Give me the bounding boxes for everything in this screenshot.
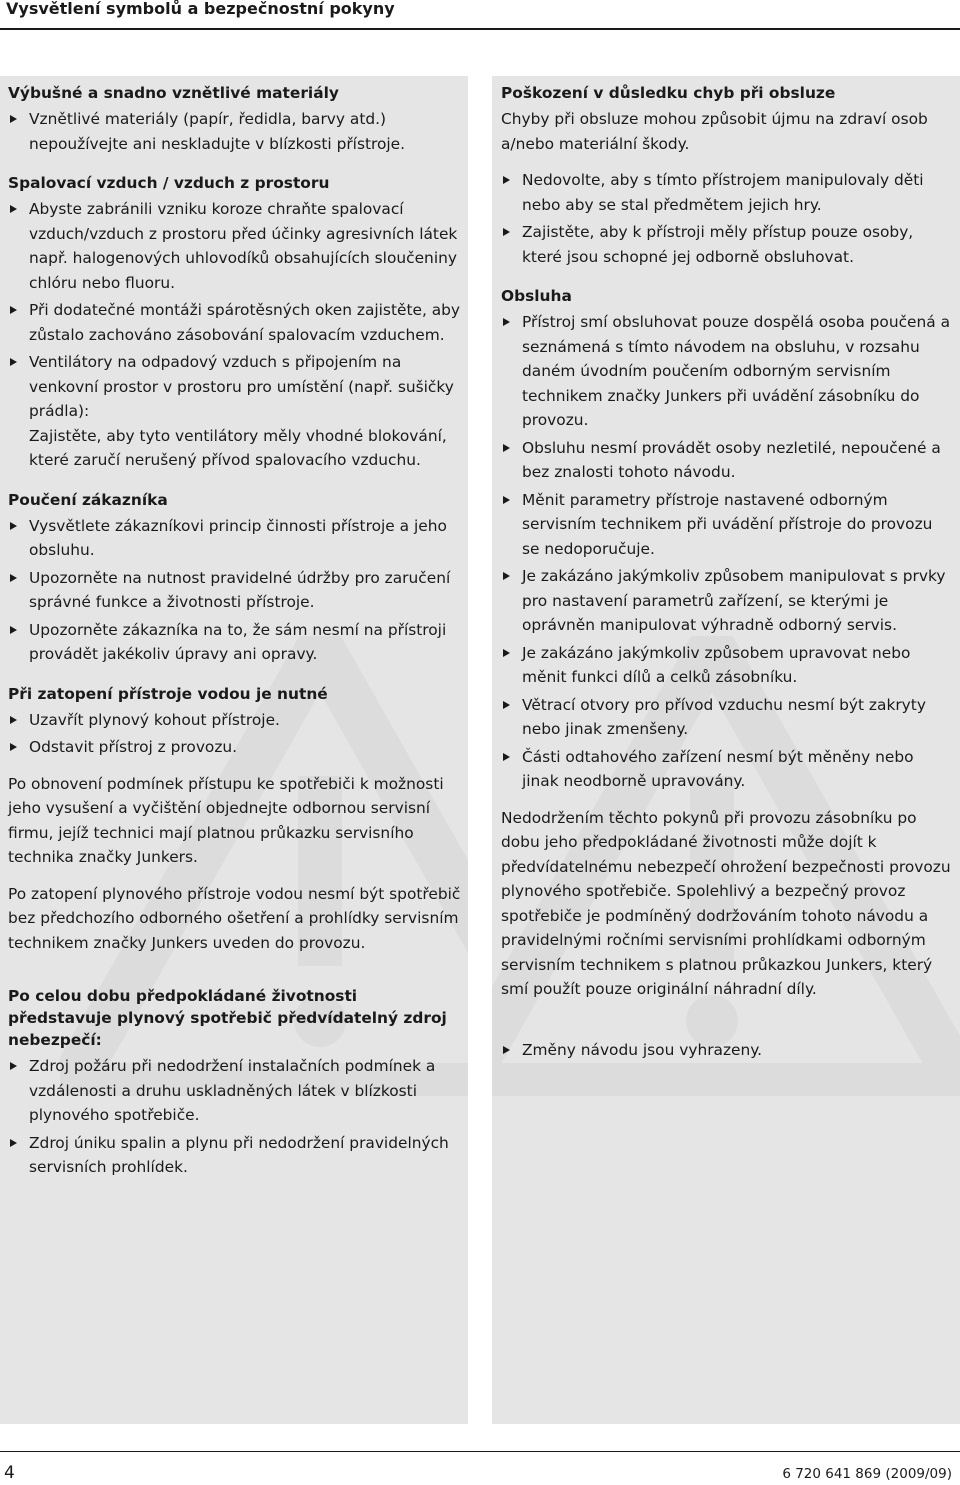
triangle-bullet-icon [503,228,510,236]
triangle-bullet-icon [10,626,17,634]
page-number: 4 [4,1463,15,1483]
bullet-list [8,1054,466,1180]
document-code: 6 720 641 869 (2009/09) [782,1466,952,1482]
bullet-list [501,310,953,794]
paragraph: Po zatopení plynového přístroje vodou nesmí být spotřebič bez předchozího odborného ošetření a prohlídky servisním technikem značky Junkers uveden do provozu. [8,884,461,952]
section-heading: Po celou dobu předpokládané životnosti představuje plynový spotřebič předvídatelný zdroj nebezpečí: [8,987,447,1049]
triangle-bullet-icon [10,522,17,530]
list-item: Při dodatečné montáži spárotěsných oken zajistěte, aby zůstalo zachováno zásobování spalovacím vzduchem. [8,298,466,347]
list-item: Vysvětlete zákazníkovi princip činnosti přístroje a jeho obsluhu. [8,514,466,563]
list-item: Zajistěte, aby k přístroji měly přístup pouze osoby, které jsou schopné jej odborně obsluhovat. [501,220,953,269]
paragraph: Nedodržením těchto pokynů při provozu zásobníku po dobu jeho předpokládané životnosti může dojít k předvídatelnému nebezpečí ohrožení bezpečnosti provozu plynového spotřebiče. Spolehlivý a bezpečný provoz spotřebiče je podmíněný dodržováním tohoto návodu a pravidelnými ročními servisními prohlídkami odborným servisním technikem s platnou průkazkou Junkers, který smí použít pouze originální náhradní díly. [501,808,951,998]
list-item: Vznětlivé materiály (papír, ředidla, barvy atd.) nepoužívejte ani neskladujte v blízkosti přístroje. [8,107,466,156]
section-heading: Poučení zákazníka [8,490,168,509]
list-item: Abyste zabránili vzniku koroze chraňte spalovací vzduch/vzduch z prostoru před účinky agresivních látek např. halogenových uhlovodíků obsahujících sloučeniny chlóru nebo fluoru. [8,197,466,295]
list-item: Uzavřít plynový kohout přístroje. [8,708,466,733]
triangle-bullet-icon [10,1139,17,1147]
right-column [501,78,953,1074]
triangle-bullet-icon [10,716,17,724]
section-heading: Výbušné a snadno vznětlivé materiály [8,84,339,102]
triangle-bullet-icon [503,572,510,580]
list-item: Části odtahového zařízení nesmí být měněny nebo jinak neodborně upravovány. [501,745,953,794]
triangle-bullet-icon [10,574,17,582]
list-item: Zdroj úniku spalin a plynu při nedodržení pravidelných servisních prohlídek. [8,1131,466,1180]
list-item: Odstavit přístroj z provozu. [8,735,466,760]
section-heading: Spalovací vzduch / vzduch z prostoru [8,174,330,192]
header-divider [0,28,960,30]
spacer [501,1014,953,1038]
list-item: Upozorněte zákazníka na to, že sám nesmí na přístroji provádět jakékoliv úpravy ani opravy. [8,618,466,667]
triangle-bullet-icon [10,115,17,123]
page-title: Vysvětlení symbolů a bezpečnostní pokyny [6,0,395,18]
triangle-bullet-icon [503,496,510,504]
triangle-bullet-icon [10,205,17,213]
list-item: Měnit parametry přístroje nastavené odborným servisním technikem při uvádění přístroje do provozu se nedoporučuje. [501,488,953,562]
bullet-list [8,514,466,667]
spacer [8,967,466,981]
list-item: Ventilátory na odpadový vzduch s připojením na venkovní prostor v prostoru pro umístění (např. sušičky prádla): Zajistěte, aby tyto ventilátory měly vhodné blokování, které zaručí nerušený přívod spalovacího vzduchu. [8,350,466,473]
list-item: Zdroj požáru při nedodržení instalačních podmínek a vzdálenosti a druhu uskladněných látek v blízkosti plynového spotřebiče. [8,1054,466,1128]
section-heading: Obsluha [501,287,572,305]
left-column [8,78,466,1192]
triangle-bullet-icon [503,701,510,709]
list-item: Upozorněte na nutnost pravidelné údržby pro zaručení správné funkce a životnosti přístroje. [8,566,466,615]
footer-divider [0,1451,960,1452]
paragraph: Chyby při obsluze mohou způsobit újmu na zdraví osob a/nebo materiální škody. [501,110,928,153]
list-item: Nedovolte, aby s tímto přístrojem manipulovaly děti nebo aby se stal předmětem jejich hry. [501,168,953,217]
bullet-list [8,107,466,156]
triangle-bullet-icon [10,306,17,314]
triangle-bullet-icon [503,649,510,657]
bullet-list [8,708,466,760]
bullet-list [501,168,953,269]
triangle-bullet-icon [503,444,510,452]
triangle-bullet-icon [503,753,510,761]
triangle-bullet-icon [503,318,510,326]
triangle-bullet-icon [10,358,17,366]
list-item: Obsluhu nesmí provádět osoby nezletilé, nepoučené a bez znalosti tohoto návodu. [501,436,953,485]
section-heading: Poškození v důsledku chyb při obsluze [501,84,836,102]
triangle-bullet-icon [10,1062,17,1070]
list-item: Je zakázáno jakýmkoliv způsobem manipulovat s prvky pro nastavení parametrů zařízení, se kterými je oprávněn manipulovat výhradně odborný servis. [501,564,953,638]
paragraph: Po obnovení podmínek přístupu ke spotřebiči k možnosti jeho vysušení a vyčištění objednejte odbornou servisní firmu, jejíž technici mají platnou průkazku servisního technika značky Junkers. [8,774,444,866]
section-heading: Při zatopení přístroje vodou je nutné [8,684,328,703]
bullet-list [8,197,466,473]
list-item: Je zakázáno jakýmkoliv způsobem upravovat nebo měnit funkci dílů a celků zásobníku. [501,641,953,690]
list-item: Větrací otvory pro přívod vzduchu nesmí být zakryty nebo jinak zmenšeny. [501,693,953,742]
bullet-list [501,1038,953,1063]
list-item: Změny návodu jsou vyhrazeny. [501,1038,953,1063]
triangle-bullet-icon [503,176,510,184]
triangle-bullet-icon [503,1046,510,1054]
triangle-bullet-icon [10,743,17,751]
list-item: Přístroj smí obsluhovat pouze dospělá osoba poučená a seznámená s tímto návodem na obsluhu, v rozsahu daném úvodním poučením odborným servisním technikem značky Junkers při uvádění zásobníku do provozu. [501,310,953,433]
